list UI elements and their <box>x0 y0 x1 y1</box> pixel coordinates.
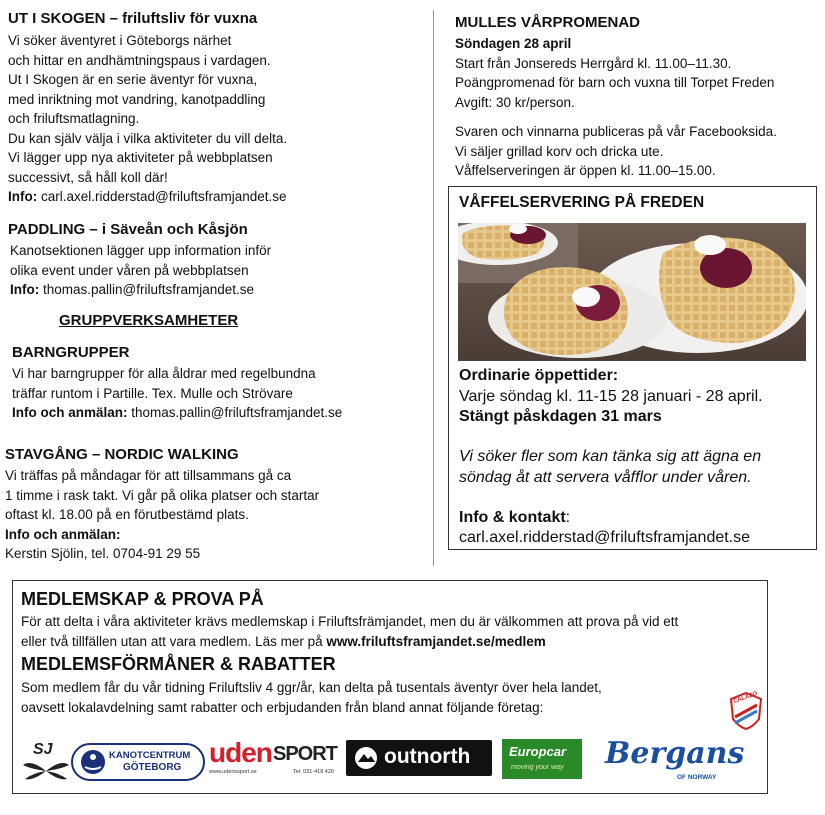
info-line <box>12 403 342 423</box>
sj-logo <box>21 741 71 785</box>
sport-text: SPORT <box>273 743 337 765</box>
text-line: och hittar en andhämtningspaus i vardagen. <box>8 52 271 68</box>
kanotcentrum-logo <box>71 743 205 781</box>
europcar-logo <box>502 739 582 779</box>
grupp-title: GRUPPVERKSAMHETER <box>59 312 239 329</box>
calazo-logo <box>729 691 763 731</box>
text-line: och friluftsmatlagning. <box>8 111 140 126</box>
outnorth-logo <box>346 740 492 776</box>
membership-body <box>21 612 678 651</box>
text-line: med inriktning mot vandring, kanotpaddling <box>8 91 266 107</box>
text-line: Svaren och vinnarna publiceras på vår Facebooksida. <box>455 124 777 139</box>
volunteer-line-2: söndag åt att servera våfflor under våren. <box>459 469 752 486</box>
udens-sport-logo <box>209 739 341 783</box>
uden-text: uden <box>209 737 272 768</box>
text-span: eller två tillfällen utan att vara medlem. Läs mer på <box>21 633 327 649</box>
contact-title-text: Info & kontakt <box>459 509 566 526</box>
hours-title: Ordinarie öppettider: <box>459 367 619 384</box>
info-line <box>10 280 271 300</box>
kanot-text-2: GÖTEBORG <box>123 762 182 773</box>
text-line: oavsett lokalavdelning samt rabatter och erbjudanden från bland annat följande företag: <box>21 699 544 715</box>
skogen-body <box>8 31 287 207</box>
uden-tel: Tel: 031-418 420 <box>293 769 334 775</box>
paddling-body <box>10 241 271 300</box>
membership-box <box>12 580 768 794</box>
outnorth-icon <box>354 746 378 770</box>
column-divider <box>433 10 434 566</box>
text-line: Som medlem får du vår tidning Friluftsliv 4 ggr/år, kan delta på tusentals äventyr över hela landet, <box>21 680 602 695</box>
sj-text: SJ <box>33 741 53 758</box>
volunteer-line-1: Vi söker fler som kan tänka sig att ägna en <box>459 448 762 465</box>
waffle-box <box>448 186 817 550</box>
paddler-icon <box>79 749 107 775</box>
membership-link[interactable]: www.friluftsframjandet.se/medlem <box>326 633 546 649</box>
outnorth-text: outnorth <box>384 745 471 768</box>
text-line: 1 timme i rask takt. Vi går på olika platser och startar <box>5 487 320 503</box>
bergans-text: Bergans <box>605 736 745 771</box>
hours-text: Varje söndag kl. 11-15 28 januari - 28 april. <box>459 388 763 405</box>
info-email: thomas.pallin@friluftsframjandet.se <box>127 405 343 420</box>
text-line: olika event under våren på webbplatsen <box>10 262 249 278</box>
text-line: Vi träffas på måndagar för att tillsammans gå ca <box>5 468 292 483</box>
info-email: carl.axel.ridderstad@friluftsframjandet.se <box>37 189 287 204</box>
text-line: successivt, så håll koll där! <box>8 169 168 185</box>
barn-title: BARNGRUPPER <box>12 344 130 361</box>
mulle-title: MULLES VÅRPROMENAD <box>455 14 641 31</box>
text-line: Ut I Skogen är en serie äventyr för vuxna, <box>8 72 258 87</box>
spacer <box>455 112 777 122</box>
text-line: Vi söker äventyret i Göteborgs närhet <box>8 33 232 48</box>
info-label <box>5 525 319 545</box>
contact-line: Kerstin Sjölin, tel. 0704-91 29 55 <box>5 546 201 561</box>
closed-text: Stängt påskdagen 31 mars <box>459 408 662 425</box>
info-label-text: Info och anmälan: <box>5 526 121 542</box>
benefits-body <box>21 678 602 717</box>
stav-body <box>5 466 319 564</box>
bergans-subtitle: OF NORWAY <box>677 774 717 781</box>
text-line: Vi har barngrupper för alla åldrar med regelbundna <box>12 366 316 381</box>
text-line: Våffelserveringen är öppen kl. 11.00–15.00. <box>455 163 716 178</box>
calazo-text: CALAZO <box>732 690 759 706</box>
waffle-photo <box>458 223 806 361</box>
info-email: thomas.pallin@friluftsframjandet.se <box>39 282 255 297</box>
benefits-title: MEDLEMSFÖRMÅNER & RABATTER <box>21 654 336 674</box>
info-label: Info: <box>8 189 38 204</box>
sj-wings-icon <box>21 759 71 783</box>
membership-title: MEDLEMSKAP & PROVA PÅ <box>21 589 264 609</box>
waffle-photo-image <box>458 223 806 361</box>
contact-colon: : <box>565 509 571 526</box>
text-line: oftast kl. 18.00 på en förutbestämd plats. <box>5 507 249 522</box>
bergans-logo <box>605 736 745 784</box>
contact-email: carl.axel.ridderstad@friluftsframjandet.se <box>459 529 751 546</box>
info-label: Info och anmälan: <box>12 405 128 420</box>
text-line: Poängpromenad för barn och vuxna till Torpet Freden <box>455 75 775 90</box>
text-line: Vi säljer grillad korv och dricka ute. <box>455 143 664 159</box>
text-line <box>21 632 678 652</box>
skogen-title: UT I SKOGEN – friluftsliv för vuxna <box>8 10 258 27</box>
europcar-text: Europcar <box>509 744 567 759</box>
text-line: Avgift: 30 kr/person. <box>455 94 575 110</box>
text-line: träffar runtom i Partille. Tex. Mulle och Strövare <box>12 385 293 401</box>
mulle-date: Söndagen 28 april <box>455 36 572 51</box>
info-label: Info: <box>10 282 40 297</box>
stav-title: STAVGÅNG – NORDIC WALKING <box>5 446 239 463</box>
text-line: För att delta i våra aktiviteter krävs medlemskap i Friluftsfrämjandet, men du är välkommen att prova på vid ett <box>21 614 679 629</box>
text-line: Vi lägger upp nya aktiviteter på webbplatsen <box>8 150 273 165</box>
mulle-body <box>455 34 777 181</box>
paddling-title: PADDLING – i Säveån och Kåsjön <box>8 221 248 238</box>
uden-url: www.udenssport.se <box>209 769 257 775</box>
info-line <box>8 187 287 207</box>
text-line: Du kan själv välja i vilka aktiviteter du vill delta. <box>8 130 288 146</box>
text-line: Kanotsektionen lägger upp information inför <box>10 243 272 258</box>
contact-title <box>459 507 570 528</box>
text-line: Start från Jonsereds Herrgård kl. 11.00–11.30. <box>455 55 732 71</box>
europcar-tagline: moving your way <box>511 764 564 771</box>
barn-body <box>12 364 342 423</box>
kanot-text-1: KANOTCENTRUM <box>109 750 191 761</box>
waffle-title: VÅFFELSERVERING PÅ FREDEN <box>459 194 705 211</box>
